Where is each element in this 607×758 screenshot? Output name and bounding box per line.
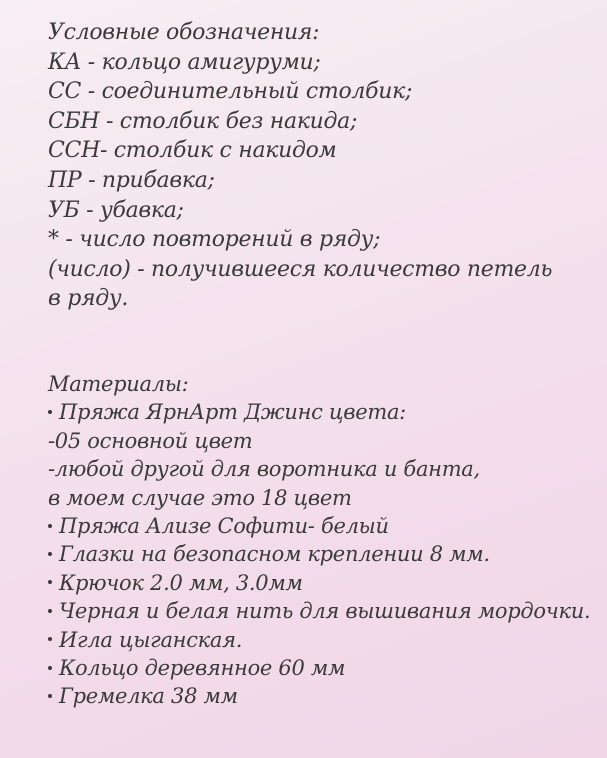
bullet-dot-icon bbox=[48, 410, 52, 414]
materials-subitem: -любой другой для воротника и банта, bbox=[48, 457, 480, 482]
legend-item: СБН - столбик без накида; bbox=[48, 108, 358, 134]
materials-item bbox=[48, 512, 590, 540]
materials-item bbox=[48, 540, 590, 568]
materials-item bbox=[48, 597, 590, 625]
legend-item: ПР - прибавка; bbox=[48, 167, 215, 193]
bullet-dot-icon bbox=[48, 552, 52, 556]
bullet-dot-icon bbox=[48, 694, 52, 698]
legend-item: (число) - получившееся количество петель bbox=[48, 256, 553, 282]
materials-item-text: Кольцо деревянное 60 мм bbox=[59, 656, 346, 681]
legend-item: ССН- столбик с накидом bbox=[48, 138, 337, 164]
materials-item-text: Крючок 2.0 мм, 3.0мм bbox=[59, 570, 303, 595]
legend-item: КА - кольцо амигуруми; bbox=[48, 49, 321, 75]
legend-item: * - число повторений в ряду; bbox=[48, 227, 381, 253]
legend-heading: Условные обозначения: bbox=[48, 20, 320, 45]
materials-heading: Материалы: bbox=[48, 372, 189, 396]
materials-subitem: в моем случае это 18 цвет bbox=[48, 485, 352, 510]
materials-item-text: Черная и белая нить для вышивания мордочки. bbox=[59, 599, 591, 624]
materials-item bbox=[48, 682, 590, 710]
legend-item: СС - соединительный столбик; bbox=[48, 79, 413, 105]
materials-subitem: -05 основной цвет bbox=[48, 428, 253, 453]
bullet-dot-icon bbox=[48, 580, 52, 584]
legend-item: УБ - убавка; bbox=[48, 197, 184, 223]
materials-item bbox=[48, 626, 590, 654]
bullet-dot-icon bbox=[48, 666, 52, 670]
materials-item-text: Глазки на безопасном креплении 8 мм. bbox=[59, 542, 490, 567]
materials-item-text: Гремелка 38 мм bbox=[59, 684, 238, 709]
materials-item-text: Игла цыганская. bbox=[59, 627, 243, 652]
materials-item bbox=[48, 654, 590, 682]
bullet-dot-icon bbox=[48, 524, 52, 528]
legend-item: в ряду. bbox=[48, 286, 129, 312]
materials-item-text: Пряжа ЯрнАрт Джинс цвета: bbox=[59, 400, 406, 425]
bullet-dot-icon bbox=[48, 637, 52, 641]
materials-section bbox=[48, 370, 590, 711]
bullet-dot-icon bbox=[48, 609, 52, 613]
materials-item bbox=[48, 398, 590, 426]
materials-item bbox=[48, 569, 590, 597]
materials-item-text: Пряжа Ализе Софити- белый bbox=[59, 514, 389, 539]
legend-section bbox=[48, 18, 552, 314]
